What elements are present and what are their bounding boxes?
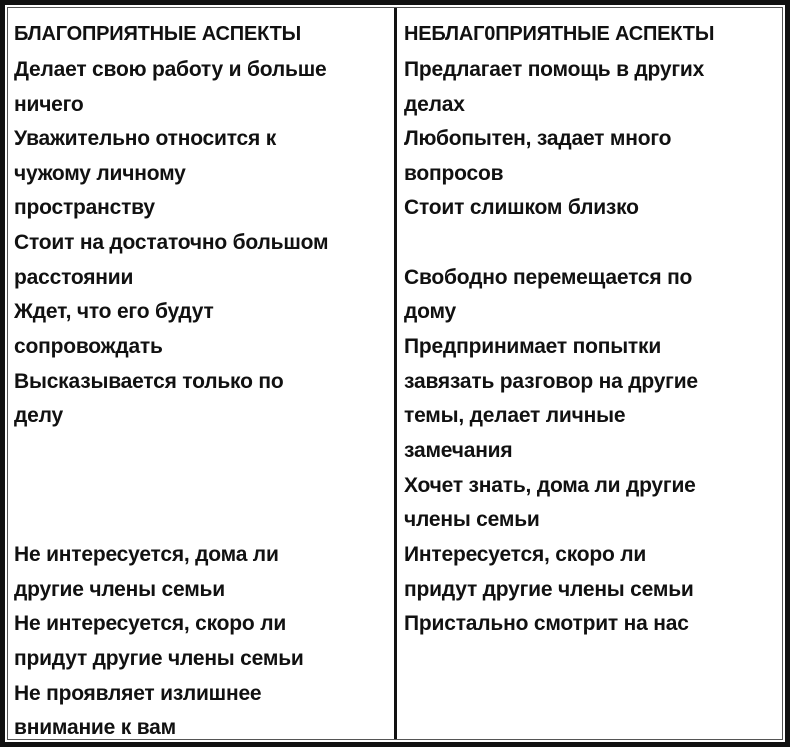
- favorable-header: БЛАГОПРИЯТНЫЕ АСПЕКТЫ: [14, 23, 301, 45]
- unfavorable-line: делах: [404, 93, 465, 116]
- column-divider: [394, 8, 397, 739]
- favorable-line: Стоит на достаточно большом: [14, 231, 329, 254]
- favorable-line: пространству: [14, 196, 155, 219]
- favorable-line: Не проявляет излишнее: [14, 682, 262, 705]
- favorable-line: сопровождать: [14, 335, 163, 358]
- unfavorable-line: завязать разговор на другие: [404, 370, 698, 393]
- favorable-line: расстоянии: [14, 266, 134, 289]
- unfavorable-header: НЕБЛАГ0ПРИЯТНЫЕ АСПЕКТЫ: [404, 23, 715, 45]
- unfavorable-line: придут другие члены семьи: [404, 578, 694, 601]
- favorable-line: делу: [14, 404, 63, 427]
- unfavorable-line: Предпринимает попытки: [404, 335, 662, 358]
- unfavorable-line: Хочет знать, дома ли другие: [404, 474, 696, 497]
- favorable-column: [14, 8, 390, 739]
- table-inner-border: [7, 7, 783, 740]
- unfavorable-line: дому: [404, 300, 457, 323]
- favorable-line: Не интересуется, скоро ли: [14, 612, 287, 635]
- favorable-line: другие члены семьи: [14, 578, 225, 601]
- favorable-line: ничего: [14, 93, 84, 116]
- favorable-line: Высказывается только по: [14, 370, 284, 393]
- favorable-line: внимание к вам: [14, 716, 176, 739]
- unfavorable-line: Интересуется, скоро ли: [404, 543, 647, 566]
- favorable-line: Не интересуется, дома ли: [14, 543, 279, 566]
- unfavorable-line: Любопытен, задает много: [404, 127, 672, 150]
- unfavorable-column: [404, 8, 780, 739]
- unfavorable-line: Предлагает помощь в других: [404, 58, 705, 81]
- unfavorable-line: Стоит слишком близко: [404, 196, 639, 219]
- favorable-line: придут другие члены семьи: [14, 647, 304, 670]
- unfavorable-line: Свободно перемещается по: [404, 266, 693, 289]
- unfavorable-line: члены семьи: [404, 508, 540, 531]
- unfavorable-line: вопросов: [404, 162, 504, 185]
- favorable-line: чужому личному: [14, 162, 186, 185]
- unfavorable-line: Пристально смотрит на нас: [404, 612, 689, 635]
- favorable-line: Уважительно относится к: [14, 127, 277, 150]
- favorable-line: Ждет, что его будут: [14, 300, 214, 323]
- unfavorable-line: темы, делает личные: [404, 404, 626, 427]
- favorable-line: Делает свою работу и больше: [14, 58, 327, 81]
- unfavorable-line: замечания: [404, 439, 513, 462]
